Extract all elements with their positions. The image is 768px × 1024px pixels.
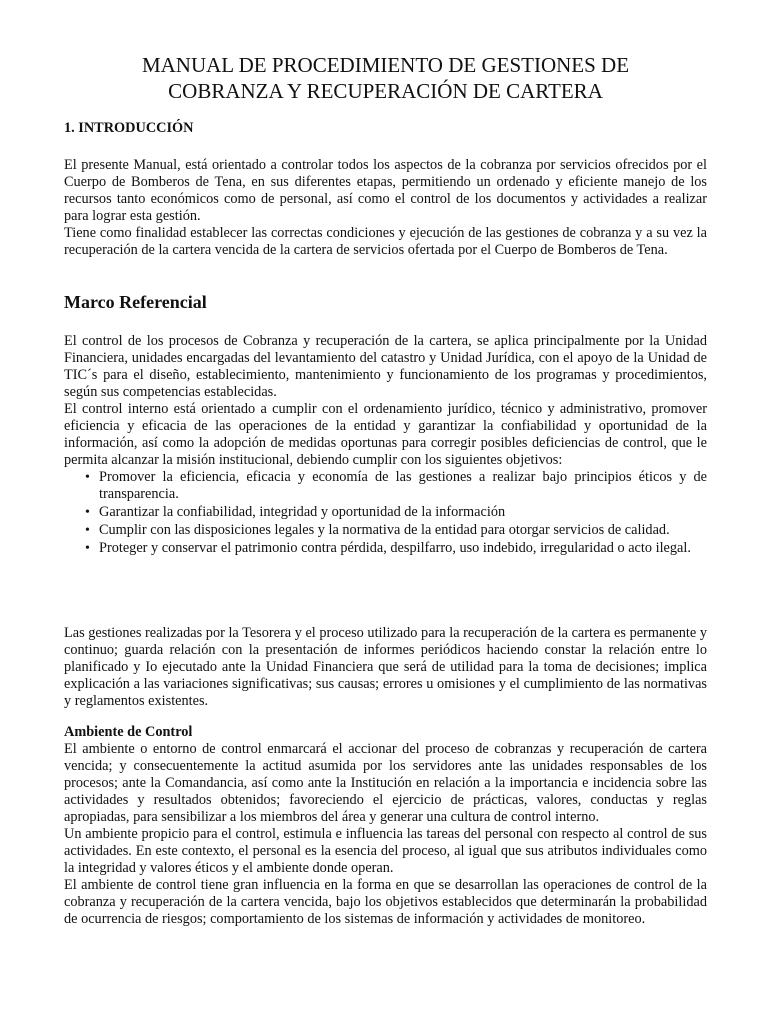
marco-paragraph-2: El control interno está orientado a cumplir con el ordenamiento jurídico, técnico y administrativo, promover eficiencia y eficacia de las operaciones de la entidad y garantizar la confiabilidad y oportunidad de la información, así como la adopción de medidas oportunas para corregir posibles deficiencias de control, que le permita alcanzar la misión institucional, debiendo cumplir con los siguientes objetivos: — [64, 401, 707, 468]
marco-heading-block — [64, 294, 707, 311]
objective-item: • Garantizar la confiabilidad, integridad y oportunidad de la información — [64, 504, 707, 521]
objective-item: • Proteger y conservar el patrimonio contra pérdida, despilfarro, uso indebido, irregularidad o acto ilegal. — [64, 540, 707, 557]
objectives-list — [64, 469, 707, 557]
ambiente-paragraph-1: El ambiente o entorno de control enmarcará el accionar del proceso de cobranzas y recuperación de cartera vencida; y consecuentemente la actitud asumida por los servidores ante las unidades responsables de los procesos; ante la Comandancia, así como ante la Institución en relación a la importancia e incidencia sobre las actividades y resultados obtenidos; favoreciendo el ejercicio de prácticas, valores, conductas y reglas apropiadas, para sensibilizar a los miembros del área y generar una cultura de control interno. — [64, 741, 707, 825]
section-heading-introduccion: 1. INTRODUCCIÓN — [64, 120, 194, 136]
objective-item: • Promover la eficiencia, eficacia y economía de las gestiones a realizar bajo principios éticos y de transparencia. — [64, 469, 707, 503]
section-heading-marco-referencial: Marco Referencial — [64, 292, 207, 312]
ambiente-section — [64, 741, 707, 928]
ambiente-paragraph-3: El ambiente de control tiene gran influencia en la forma en que se desarrollan las operaciones de control de la cobranza y recuperación de la cartera vencida, bajo los objetivos establecidos que determinarán la probabilidad de ocurrencia de riesgos; comportamiento de los sistemas de información y actividades de monitoreo. — [64, 877, 707, 927]
ambiente-paragraph-2: Un ambiente propicio para el control, estimula e influencia las tareas del personal con respecto al control de sus actividades. En este contexto, el personal es la esencia del proceso, al igual que sus atributos individuales como la integridad y valores éticos y el ambiente donde operan. — [64, 826, 707, 876]
gestiones-paragraph: Las gestiones realizadas por la Tesorera y el proceso utilizado para la recuperación de la cartera es permanente y continuo; guarda relación con la presentación de informes periódicos haciendo constar la relación entre lo planificado y Io ejecutado ante la Unidad Financiera que será de utilidad para la toma de decisiones; implica explicación a las variaciones significativas; sus causas; errores u omisiones y el cumplimiento de las normativas y reglamentos existentes. — [64, 625, 707, 709]
intro-paragraph-2: Tiene como finalidad establecer las correctas condiciones y ejecución de las gestiones de cobranza y a su vez la recuperación de la cartera vencida de la cartera de servicios ofertada por el Cuerpo de Bomberos de Tena. — [64, 225, 707, 258]
gestiones-section — [64, 625, 707, 710]
document-title — [64, 52, 707, 104]
title-line-1: MANUAL DE PROCEDIMIENTO DE GESTIONES DE — [141, 53, 630, 77]
intro-section — [64, 157, 707, 259]
ambiente-heading-block — [64, 724, 707, 741]
intro-paragraph-1: El presente Manual, está orientado a controlar todos los aspectos de la cobranza por servicios ofrecidos por el Cuerpo de Bomberos de Tena, en sus diferentes etapas, permitiendo un ordenado y eficiente manejo de los recursos tanto económicos como de personal, así como el control de los documentos y actividades a realizar para lograr esta gestión. — [64, 157, 707, 224]
title-line-2: COBRANZA Y RECUPERACIÓN DE CARTERA — [168, 79, 603, 103]
marco-paragraph-1: El control de los procesos de Cobranza y recuperación de la cartera, se aplica principalmente por la Unidad Financiera, unidades encargadas del levantamiento del catastro y Unidad Jurídica, con el apoyo de la Unidad de TIC´s para el diseño, establecimiento, mantenimiento y funcionamiento de los programas y procedimientos, según sus competencias establecidas. — [64, 333, 707, 400]
marco-section — [64, 333, 707, 558]
section-heading-ambiente-de-control: Ambiente de Control — [64, 724, 193, 740]
section-introduccion-heading-block — [64, 120, 707, 137]
objective-item: • Cumplir con las disposiciones legales y la normativa de la entidad para otorgar servicios de calidad. — [64, 522, 707, 539]
